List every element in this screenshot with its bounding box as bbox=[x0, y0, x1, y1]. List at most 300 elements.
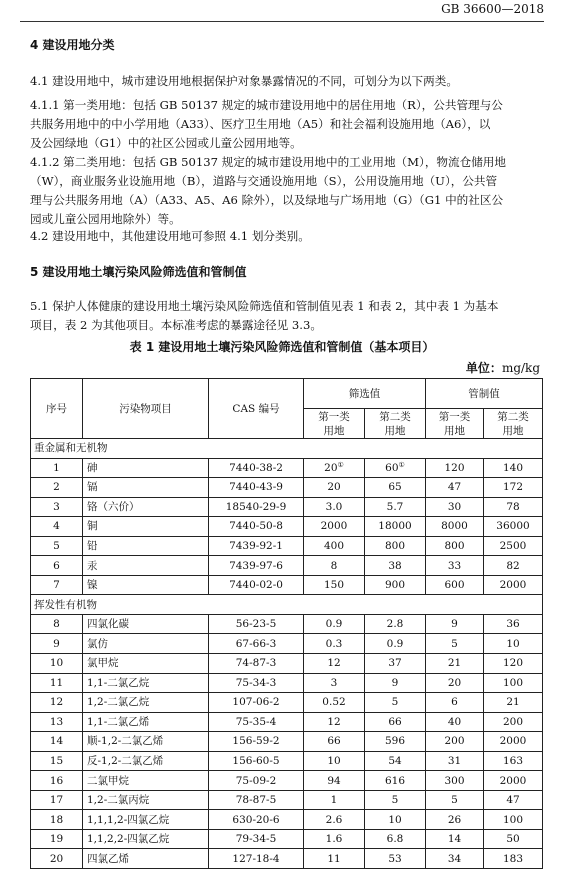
cell-control-class2 bbox=[484, 771, 543, 791]
cell-control-class1 bbox=[426, 517, 484, 537]
cell-control-class2 bbox=[484, 517, 543, 537]
cell-screening-class1-value: 3.0 bbox=[325, 500, 343, 513]
cell-control-class2-value: 47 bbox=[506, 794, 520, 807]
cell-control-class1-value: 40 bbox=[447, 715, 462, 728]
header-control: 管制值 bbox=[426, 379, 543, 409]
cell-item bbox=[83, 614, 209, 634]
cell-seq-value: 3 bbox=[53, 500, 60, 513]
cell-control-class2-value: 163 bbox=[502, 755, 524, 768]
cell-control-class2-value: 2000 bbox=[499, 579, 527, 592]
cell-screening-class2-value: 37 bbox=[388, 657, 402, 670]
table-row bbox=[31, 790, 543, 810]
cell-control-class2 bbox=[484, 634, 543, 654]
cell-cas-value: 67-66-3 bbox=[235, 637, 277, 650]
cell-control-class1-value: 47 bbox=[447, 481, 462, 494]
cell-screening-class1 bbox=[304, 575, 365, 595]
cell-control-class1 bbox=[426, 790, 484, 810]
para-line: 项目，表 2 为其他项目。本标准考虑的暴露途径见 3.3。 bbox=[30, 318, 322, 332]
table-row bbox=[31, 712, 543, 732]
cell-item bbox=[83, 575, 209, 595]
cell-control-class1-value: 5 bbox=[451, 637, 458, 650]
footnote-marker: ① bbox=[398, 460, 405, 469]
cell-item bbox=[83, 751, 209, 771]
cell-item bbox=[83, 556, 209, 576]
cell-item-value: 1,2-二氯丙烷 bbox=[87, 794, 150, 807]
cell-screening-class2 bbox=[365, 517, 426, 537]
table-row bbox=[31, 556, 543, 576]
cell-seq bbox=[31, 536, 83, 556]
cell-cas-value: 74-87-3 bbox=[235, 657, 277, 670]
cell-control-class1 bbox=[426, 732, 484, 752]
cell-screening-class2 bbox=[365, 614, 426, 634]
cell-control-class2-value: 82 bbox=[506, 559, 520, 572]
cell-control-class1-value: 9 bbox=[451, 618, 458, 631]
cell-screening-class2-value: 53 bbox=[388, 852, 402, 865]
table-row bbox=[31, 810, 543, 830]
cell-seq-value: 6 bbox=[53, 559, 60, 572]
cell-seq-value: 20 bbox=[49, 852, 64, 865]
para-line: 5.1 保护人体健康的建设用地土壤污染风险筛选值和管制值见表 1 和表 2，其中表 1 为基本 bbox=[30, 299, 499, 313]
cell-control-class2-value: 21 bbox=[506, 696, 520, 709]
cell-screening-class1 bbox=[304, 712, 365, 732]
cell-item-value: 四氯乙烯 bbox=[87, 852, 129, 865]
header-text: 用地 bbox=[323, 424, 345, 437]
cell-screening-class2 bbox=[365, 790, 426, 810]
cell-screening-class2 bbox=[365, 458, 426, 478]
cell-control-class1-value: 6 bbox=[451, 696, 458, 709]
cell-screening-class2 bbox=[365, 478, 426, 498]
cell-seq bbox=[31, 829, 83, 849]
cell-control-class2 bbox=[484, 497, 543, 517]
para-4-1-1 bbox=[30, 96, 538, 153]
cell-cas-value: 107-06-2 bbox=[232, 696, 280, 709]
cell-seq-value: 13 bbox=[49, 715, 64, 728]
cell-seq-value: 12 bbox=[49, 696, 64, 709]
cell-screening-class1-value: 2.6 bbox=[325, 813, 343, 826]
cell-screening-class1-value: 2000 bbox=[320, 520, 348, 533]
cell-item bbox=[83, 849, 209, 869]
cell-control-class2 bbox=[484, 575, 543, 595]
cell-control-class1-value: 800 bbox=[444, 540, 465, 552]
cell-control-class1 bbox=[426, 771, 484, 791]
cell-screening-class2-value: 18000 bbox=[378, 520, 412, 533]
cell-control-class1-value: 120 bbox=[444, 461, 465, 474]
cell-control-class1 bbox=[426, 497, 484, 517]
cell-screening-class2 bbox=[365, 829, 426, 849]
cell-seq-value: 11 bbox=[49, 676, 64, 689]
table-row bbox=[31, 654, 543, 674]
cell-control-class1 bbox=[426, 693, 484, 713]
cell-cas bbox=[209, 849, 304, 869]
cell-cas-value: 79-34-5 bbox=[235, 833, 277, 846]
cell-control-class1 bbox=[426, 458, 484, 478]
cell-screening-class1 bbox=[304, 693, 365, 713]
section-5-title: 5 建设用地土壤污染风险筛选值和管制值 bbox=[30, 265, 247, 279]
cell-screening-class1 bbox=[304, 478, 365, 498]
table-row bbox=[31, 673, 543, 693]
cell-seq-value: 14 bbox=[49, 735, 64, 748]
header-text: 用地 bbox=[384, 424, 406, 437]
cell-seq-value: 17 bbox=[49, 794, 64, 807]
cell-cas bbox=[209, 575, 304, 595]
cell-screening-class2-value: 616 bbox=[384, 774, 406, 787]
cell-seq bbox=[31, 458, 83, 478]
cell-control-class2-value: 78 bbox=[506, 500, 520, 513]
cell-item-value: 铬（六价） bbox=[87, 500, 140, 513]
cell-screening-class2 bbox=[365, 575, 426, 595]
cell-screening-class1-value: 94 bbox=[327, 774, 341, 787]
header-text: 第一类 bbox=[318, 410, 350, 423]
cell-item-value: 二氯甲烷 bbox=[87, 774, 129, 787]
cell-item bbox=[83, 732, 209, 752]
standard-code: GB 36600—2018 bbox=[441, 2, 544, 16]
cell-control-class2-value: 140 bbox=[502, 461, 524, 474]
para-line: 4.1.1 第一类用地：包括 GB 50137 规定的城市建设用地中的居住用地（R），公共管理与公 bbox=[30, 98, 503, 112]
cell-control-class2-value: 10 bbox=[506, 637, 520, 650]
cell-screening-class1-value: 12 bbox=[327, 715, 341, 728]
cell-control-class2 bbox=[484, 732, 543, 752]
cell-cas bbox=[209, 478, 304, 498]
cell-control-class2 bbox=[484, 810, 543, 830]
cell-seq bbox=[31, 771, 83, 791]
cell-item bbox=[83, 712, 209, 732]
cell-screening-class1-value: 400 bbox=[323, 540, 345, 552]
cell-item bbox=[83, 536, 209, 556]
cell-control-class1 bbox=[426, 556, 484, 576]
cell-screening-class2 bbox=[365, 497, 426, 517]
cell-control-class2-value: 2000 bbox=[499, 735, 527, 748]
cell-seq bbox=[31, 751, 83, 771]
unit-value: mg/kg bbox=[501, 361, 540, 375]
cell-screening-class1-value: 0.9 bbox=[325, 618, 343, 631]
cell-control-class2-value: 36 bbox=[506, 618, 520, 631]
group-row bbox=[31, 439, 543, 459]
cell-screening-class2-value: 5 bbox=[391, 696, 399, 709]
cell-seq bbox=[31, 575, 83, 595]
cell-screening-class2-value: 60 bbox=[385, 461, 399, 474]
cell-cas-value: 7439-92-1 bbox=[229, 540, 283, 552]
cell-seq bbox=[31, 712, 83, 732]
cell-screening-class1-value: 20 bbox=[324, 461, 338, 474]
cell-seq-value: 16 bbox=[49, 774, 64, 787]
cell-screening-class1 bbox=[304, 556, 365, 576]
cell-control-class1-value: 34 bbox=[447, 852, 462, 865]
cell-screening-class2-value: 0.9 bbox=[386, 637, 404, 650]
header-text: 用地 bbox=[502, 424, 524, 437]
cell-screening-class2 bbox=[365, 536, 426, 556]
cell-screening-class2 bbox=[365, 771, 426, 791]
cell-screening-class2 bbox=[365, 654, 426, 674]
cell-screening-class1-value: 8 bbox=[330, 559, 338, 572]
header-cas: CAS 编号 bbox=[209, 379, 304, 439]
table-row bbox=[31, 478, 543, 498]
cell-seq-value: 7 bbox=[53, 579, 60, 592]
cell-control-class2 bbox=[484, 673, 543, 693]
para-line: 共服务用地中的中小学用地（A33）、医疗卫生用地（A5）和社会福利设施用地（A6），以 bbox=[30, 117, 491, 131]
cell-cas-value: 7440-02-0 bbox=[229, 579, 283, 592]
cell-cas-value: 75-34-3 bbox=[235, 676, 277, 689]
cell-seq-value: 8 bbox=[53, 618, 60, 631]
cell-seq-value: 9 bbox=[53, 637, 60, 650]
cell-control-class2 bbox=[484, 536, 543, 556]
cell-screening-class2-value: 66 bbox=[388, 715, 402, 728]
cell-screening-class1 bbox=[304, 790, 365, 810]
cell-item-value: 1,2-二氯乙烷 bbox=[87, 696, 150, 709]
cell-item bbox=[83, 673, 209, 693]
cell-control-class1-value: 31 bbox=[447, 755, 462, 768]
cell-cas bbox=[209, 810, 304, 830]
cell-control-class2-value: 50 bbox=[506, 833, 520, 846]
cell-control-class1-value: 21 bbox=[447, 657, 462, 670]
cell-screening-class2 bbox=[365, 849, 426, 869]
cell-screening-class2-value: 596 bbox=[384, 735, 406, 748]
cell-item bbox=[83, 810, 209, 830]
cell-control-class2 bbox=[484, 712, 543, 732]
cell-control-class2-value: 2500 bbox=[499, 540, 527, 552]
cell-control-class1 bbox=[426, 751, 484, 771]
group-name: 挥发性有机物 bbox=[31, 595, 543, 615]
cell-seq bbox=[31, 693, 83, 713]
cell-screening-class1-value: 3 bbox=[330, 676, 338, 689]
cell-item bbox=[83, 771, 209, 791]
cell-cas bbox=[209, 732, 304, 752]
cell-cas bbox=[209, 693, 304, 713]
cell-screening-class2-value: 2.8 bbox=[386, 618, 404, 631]
unit-label: 单位： bbox=[465, 361, 502, 375]
header-control-class2 bbox=[484, 409, 543, 439]
unit-note bbox=[466, 359, 540, 376]
cell-control-class2 bbox=[484, 693, 543, 713]
cell-cas-value: 630-20-6 bbox=[232, 813, 280, 826]
para-5-1 bbox=[30, 297, 538, 335]
cell-control-class1 bbox=[426, 712, 484, 732]
cell-seq bbox=[31, 478, 83, 498]
header-text: 第二类 bbox=[379, 410, 411, 423]
cell-item-value: 氯甲烷 bbox=[87, 657, 119, 670]
para-4-1: 4.1 建设用地中，城市建设用地根据保护对象暴露情况的不同，可划分为以下两类。 bbox=[30, 74, 458, 88]
cell-item-value: 反-1,2-二氯乙烯 bbox=[87, 755, 164, 768]
table-row bbox=[31, 849, 543, 869]
para-line: 及公园绿地（G1）中的社区公园或儿童公园用地等。 bbox=[30, 136, 302, 150]
table-row bbox=[31, 829, 543, 849]
header-text: 第二类 bbox=[497, 410, 529, 423]
cell-screening-class2-value: 5 bbox=[391, 794, 399, 807]
cell-control-class1 bbox=[426, 536, 484, 556]
cell-seq-value: 5 bbox=[53, 540, 60, 552]
cell-control-class1-value: 8000 bbox=[441, 520, 468, 533]
cell-screening-class2 bbox=[365, 810, 426, 830]
cell-seq-value: 2 bbox=[53, 481, 60, 494]
cell-control-class1-value: 30 bbox=[447, 500, 462, 513]
cell-item bbox=[83, 497, 209, 517]
cell-screening-class1-value: 11 bbox=[327, 852, 341, 865]
cell-screening-class2-value: 900 bbox=[384, 579, 406, 592]
cell-screening-class2-value: 800 bbox=[384, 540, 406, 552]
cell-item-value: 1,1-二氯乙烯 bbox=[87, 715, 150, 728]
cell-screening-class1-value: 10 bbox=[327, 755, 341, 768]
cell-screening-class1-value: 20 bbox=[327, 481, 341, 494]
cell-control-class1 bbox=[426, 614, 484, 634]
para-line: 园或儿童公园用地除外）等。 bbox=[30, 212, 181, 226]
cell-control-class2-value: 200 bbox=[502, 715, 524, 728]
cell-screening-class1 bbox=[304, 458, 365, 478]
screening-values-table bbox=[30, 378, 543, 869]
cell-screening-class1 bbox=[304, 810, 365, 830]
table-body bbox=[31, 439, 543, 869]
cell-screening-class2-value: 54 bbox=[388, 755, 402, 768]
header-text: 第一类 bbox=[438, 410, 471, 423]
cell-item-value: 铜 bbox=[87, 520, 98, 533]
cell-control-class2-value: 172 bbox=[502, 481, 524, 494]
cell-control-class1 bbox=[426, 849, 484, 869]
cell-cas-value: 7440-43-9 bbox=[229, 481, 283, 494]
table-row bbox=[31, 751, 543, 771]
cell-item bbox=[83, 634, 209, 654]
cell-item-value: 砷 bbox=[87, 461, 98, 474]
cell-item-value: 1,1,1,2-四氯乙烷 bbox=[87, 813, 170, 826]
cell-screening-class2-value: 10 bbox=[388, 813, 402, 826]
cell-cas bbox=[209, 497, 304, 517]
cell-screening-class1-value: 150 bbox=[323, 579, 345, 592]
cell-control-class1-value: 5 bbox=[451, 794, 458, 807]
cell-control-class2-value: 36000 bbox=[496, 520, 530, 533]
cell-item bbox=[83, 693, 209, 713]
cell-seq-value: 4 bbox=[53, 520, 60, 533]
table-row bbox=[31, 536, 543, 556]
cell-item bbox=[83, 654, 209, 674]
header-screening-class2 bbox=[365, 409, 426, 439]
cell-screening-class1 bbox=[304, 673, 365, 693]
cell-screening-class2-value: 38 bbox=[388, 559, 402, 572]
cell-cas bbox=[209, 673, 304, 693]
cell-seq-value: 10 bbox=[49, 657, 64, 670]
cell-cas bbox=[209, 712, 304, 732]
cell-control-class1 bbox=[426, 575, 484, 595]
table-caption: 表 1 建设用地土壤污染风险筛选值和管制值（基本项目） bbox=[129, 340, 435, 354]
cell-item-value: 镍 bbox=[87, 579, 98, 592]
cell-item bbox=[83, 517, 209, 537]
cell-screening-class2-value: 6.8 bbox=[386, 833, 404, 846]
cell-item bbox=[83, 790, 209, 810]
cell-screening-class2 bbox=[365, 673, 426, 693]
header-seq: 序号 bbox=[31, 379, 83, 439]
cell-control-class1 bbox=[426, 829, 484, 849]
cell-control-class1-value: 33 bbox=[447, 559, 462, 572]
cell-control-class2-value: 100 bbox=[502, 813, 524, 826]
cell-control-class2 bbox=[484, 790, 543, 810]
header-text: 用地 bbox=[444, 424, 465, 437]
cell-control-class1 bbox=[426, 654, 484, 674]
cell-cas bbox=[209, 458, 304, 478]
cell-item-value: 1,1-二氯乙烷 bbox=[87, 676, 150, 689]
cell-control-class1 bbox=[426, 478, 484, 498]
table-row bbox=[31, 517, 543, 537]
para-line: 4.1.2 第二类用地：包括 GB 50137 规定的城市建设用地中的工业用地（M），物流仓储用地 bbox=[30, 155, 506, 169]
cell-seq-value: 19 bbox=[49, 833, 64, 846]
cell-control-class2-value: 120 bbox=[502, 657, 524, 670]
table-row bbox=[31, 634, 543, 654]
cell-cas bbox=[209, 634, 304, 654]
cell-cas bbox=[209, 829, 304, 849]
cell-control-class1-value: 20 bbox=[447, 676, 462, 689]
cell-screening-class2 bbox=[365, 712, 426, 732]
cell-control-class2 bbox=[484, 614, 543, 634]
cell-item-value: 顺-1,2-二氯乙烯 bbox=[87, 735, 164, 748]
cell-cas bbox=[209, 771, 304, 791]
table-row bbox=[31, 458, 543, 478]
cell-screening-class1 bbox=[304, 497, 365, 517]
cell-screening-class2 bbox=[365, 556, 426, 576]
cell-cas-value: 7440-38-2 bbox=[229, 461, 283, 474]
cell-screening-class1 bbox=[304, 751, 365, 771]
cell-screening-class1-value: 1.6 bbox=[325, 833, 343, 846]
cell-seq bbox=[31, 790, 83, 810]
cell-control-class2 bbox=[484, 458, 543, 478]
cell-cas-value: 156-60-5 bbox=[232, 755, 280, 768]
cell-seq bbox=[31, 517, 83, 537]
cell-screening-class2 bbox=[365, 732, 426, 752]
cell-seq bbox=[31, 634, 83, 654]
footnote-marker: ① bbox=[337, 460, 344, 469]
cell-control-class1 bbox=[426, 810, 484, 830]
cell-screening-class1 bbox=[304, 517, 365, 537]
cell-control-class2 bbox=[484, 849, 543, 869]
cell-control-class1-value: 600 bbox=[444, 579, 465, 592]
cell-cas bbox=[209, 790, 304, 810]
cell-seq bbox=[31, 654, 83, 674]
cell-cas bbox=[209, 654, 304, 674]
table-row bbox=[31, 693, 543, 713]
para-4-1-2 bbox=[30, 153, 538, 229]
cell-seq-value: 1 bbox=[53, 461, 60, 474]
cell-screening-class2-value: 5.7 bbox=[386, 500, 404, 513]
cell-control-class2-value: 100 bbox=[502, 676, 524, 689]
cell-control-class1-value: 14 bbox=[447, 833, 462, 846]
cell-screening-class1-value: 1 bbox=[330, 794, 338, 807]
cell-control-class2 bbox=[484, 478, 543, 498]
table-row bbox=[31, 771, 543, 791]
header-screening-class1 bbox=[304, 409, 365, 439]
cell-cas-value: 75-09-2 bbox=[235, 774, 277, 787]
table-row bbox=[31, 575, 543, 595]
cell-screening-class2 bbox=[365, 634, 426, 654]
cell-seq bbox=[31, 556, 83, 576]
cell-control-class2 bbox=[484, 556, 543, 576]
cell-control-class1 bbox=[426, 634, 484, 654]
cell-screening-class1-value: 66 bbox=[327, 735, 341, 748]
cell-item-value: 氯仿 bbox=[87, 637, 108, 650]
cell-control-class1-value: 26 bbox=[447, 813, 462, 826]
cell-item bbox=[83, 478, 209, 498]
cell-screening-class2 bbox=[365, 751, 426, 771]
cell-cas-value: 56-23-5 bbox=[235, 618, 277, 631]
cell-screening-class1 bbox=[304, 536, 365, 556]
cell-seq bbox=[31, 497, 83, 517]
table-row bbox=[31, 614, 543, 634]
header-item: 污染物项目 bbox=[83, 379, 209, 439]
table-row bbox=[31, 497, 543, 517]
cell-item bbox=[83, 458, 209, 478]
cell-control-class2-value: 183 bbox=[502, 852, 524, 865]
cell-cas bbox=[209, 536, 304, 556]
cell-cas bbox=[209, 614, 304, 634]
cell-cas-value: 156-59-2 bbox=[232, 735, 280, 748]
group-name: 重金属和无机物 bbox=[31, 439, 543, 459]
para-line: 理与公共服务用地（A）（A33、A5、A6 除外），以及绿地与广场用地（G）（G1 中的社区公 bbox=[30, 193, 504, 207]
cell-item-value: 镉 bbox=[87, 481, 98, 494]
cell-seq bbox=[31, 732, 83, 752]
cell-control-class2 bbox=[484, 829, 543, 849]
